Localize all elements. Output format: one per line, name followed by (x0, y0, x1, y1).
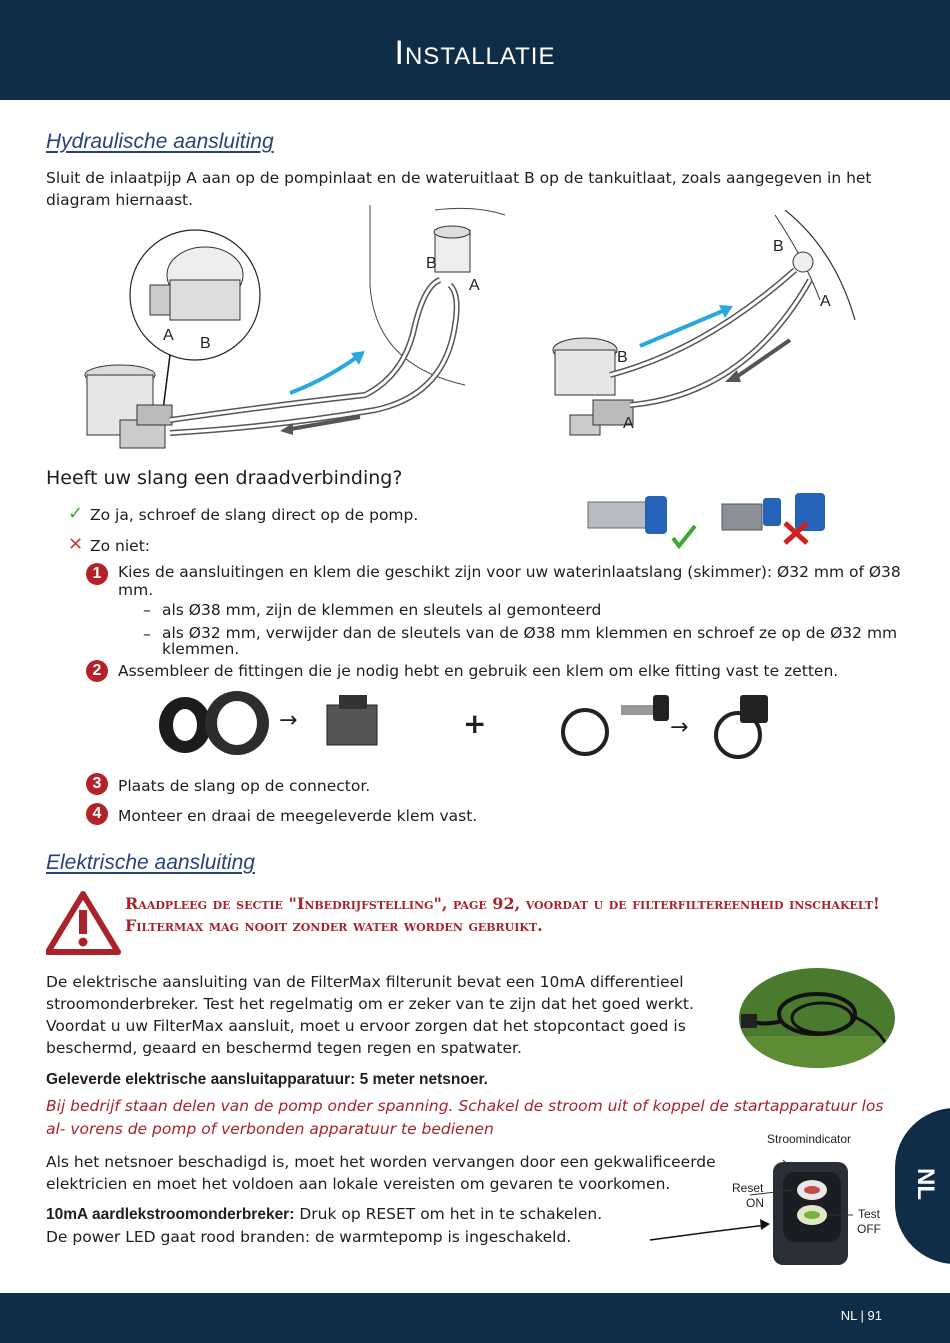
electrical-para2: Als het netsnoer beschadigd is, moet het worden vervangen door een gekwalificeerde elektricien en moet het voldoen aan lokale vereisten om gevaren te voorkomen. (46, 1153, 716, 1193)
reset-label: Reset (732, 1181, 764, 1195)
label-a: A (163, 327, 174, 344)
arrow-icon: → (670, 715, 689, 740)
step-3-text: Plaats de slang op de connector. (118, 777, 371, 795)
cross-icon: ✕ (68, 534, 84, 555)
yes-text: Zo ja, schroef de slang direct op de pomp. (90, 506, 419, 524)
label-a: A (820, 293, 831, 310)
tank-hose-diagram (545, 210, 865, 440)
hose-fitting-images (585, 488, 835, 550)
label-b: B (617, 349, 628, 366)
plus-icon: + (463, 707, 487, 740)
arrow-icon: → (279, 708, 298, 733)
rcd-line (46, 1205, 666, 1224)
label-b: B (200, 335, 211, 352)
test-off-label: OFF (857, 1222, 881, 1236)
step-number: 2 (86, 660, 108, 682)
check-icon: ✓ (68, 503, 84, 524)
hydraulic-intro: Sluit de inlaatpijp A aan op de pompinlaat en de wateruitlaat B op de tankuitlaat, zoals aangegeven in het diagram hiernaast. (46, 169, 872, 209)
pump-hose-diagram (75, 205, 525, 455)
rcd-label: 10mA aardlekstroomonderbreker: (46, 1206, 295, 1223)
page-number: NL | 91 (840, 1308, 882, 1323)
label-b: B (426, 255, 437, 272)
indicator-label: Stroomindicator (767, 1132, 852, 1146)
page-title: Installatie (394, 34, 556, 72)
step-4-text: Monteer en draai de meegeleverde klem vast. (118, 807, 478, 825)
language-tab (895, 1108, 950, 1264)
label-a: A (623, 415, 634, 432)
section-heading-hydraulic: Hydraulische aansluiting (46, 130, 274, 153)
step-number: 3 (86, 773, 108, 795)
rcd-text: Druk op RESET om het in te schakelen. (294, 1205, 603, 1223)
sub-item-38: als Ø38 mm, zijn de klemmen en sleutels al gemonteerd (162, 601, 602, 619)
warning-text: Raadpleeg de sectie "Inbedrijfstelling", page 92, voordat u de filterfiltereenheid inschakelt! Filtermax mag nooit zonder water worden gebruikt. (125, 894, 880, 935)
supplied-equipment: Geleverde elektrische aansluitapparatuur: 5 meter netsnoer. (46, 1071, 488, 1088)
step-2-text: Assembleer de fittingen die je nodig hebt en gebruik een klem om elke fitting vast te zetten. (118, 662, 839, 680)
sub-item-32: als Ø32 mm, verwijder dan de sleutels van de Ø38 mm klemmen en schroef ze op de Ø32 mm klemmen. (162, 624, 898, 658)
language-tab-label: NL (912, 1168, 939, 1200)
warning-icon (46, 890, 121, 956)
section-heading-electrical: Elektrische aansluiting (46, 851, 255, 874)
label-b: B (773, 238, 784, 255)
page-header (0, 0, 950, 100)
step-number: 4 (86, 803, 108, 825)
page-footer (0, 1293, 950, 1343)
no-text: Zo niet: (90, 537, 150, 555)
label-a: A (469, 277, 480, 294)
thread-question: Heeft uw slang een draadverbinding? (46, 467, 403, 489)
step-number: 1 (86, 563, 108, 585)
electrical-para1: De elektrische aansluiting van de FilterMax filterunit bevat een 10mA differentieel stroomonderbreker. Test het regelmatig om er zeker van te zijn dat het goed werkt. Voordat u uw FilterMax aansluit, moet u ervoor zorgen dat het stopcontact goed is beschermd, geaard en beschermd tegen regen en spatwater. (46, 973, 694, 1057)
reset-on-label: ON (746, 1196, 764, 1210)
step-1-text: Kies de aansluitingen en klem die geschikt zijn voor uw waterinlaatslang (skimmer): Ø32 mm of Ø38 mm. (118, 563, 901, 599)
power-cord-photo (737, 966, 897, 1070)
test-label: Test (858, 1207, 881, 1221)
dash: – (143, 625, 151, 643)
led-text: De power LED gaat rood branden: de warmtepomp is ingeschakeld. (46, 1228, 572, 1246)
dash: – (143, 601, 151, 619)
caution-text: Bij bedrijf staan delen van de pomp onder spanning. Schakel de stroom uit of koppel de startapparatuur los al- vorens de pomp of verbonden apparatuur te bedienen (46, 1097, 884, 1138)
